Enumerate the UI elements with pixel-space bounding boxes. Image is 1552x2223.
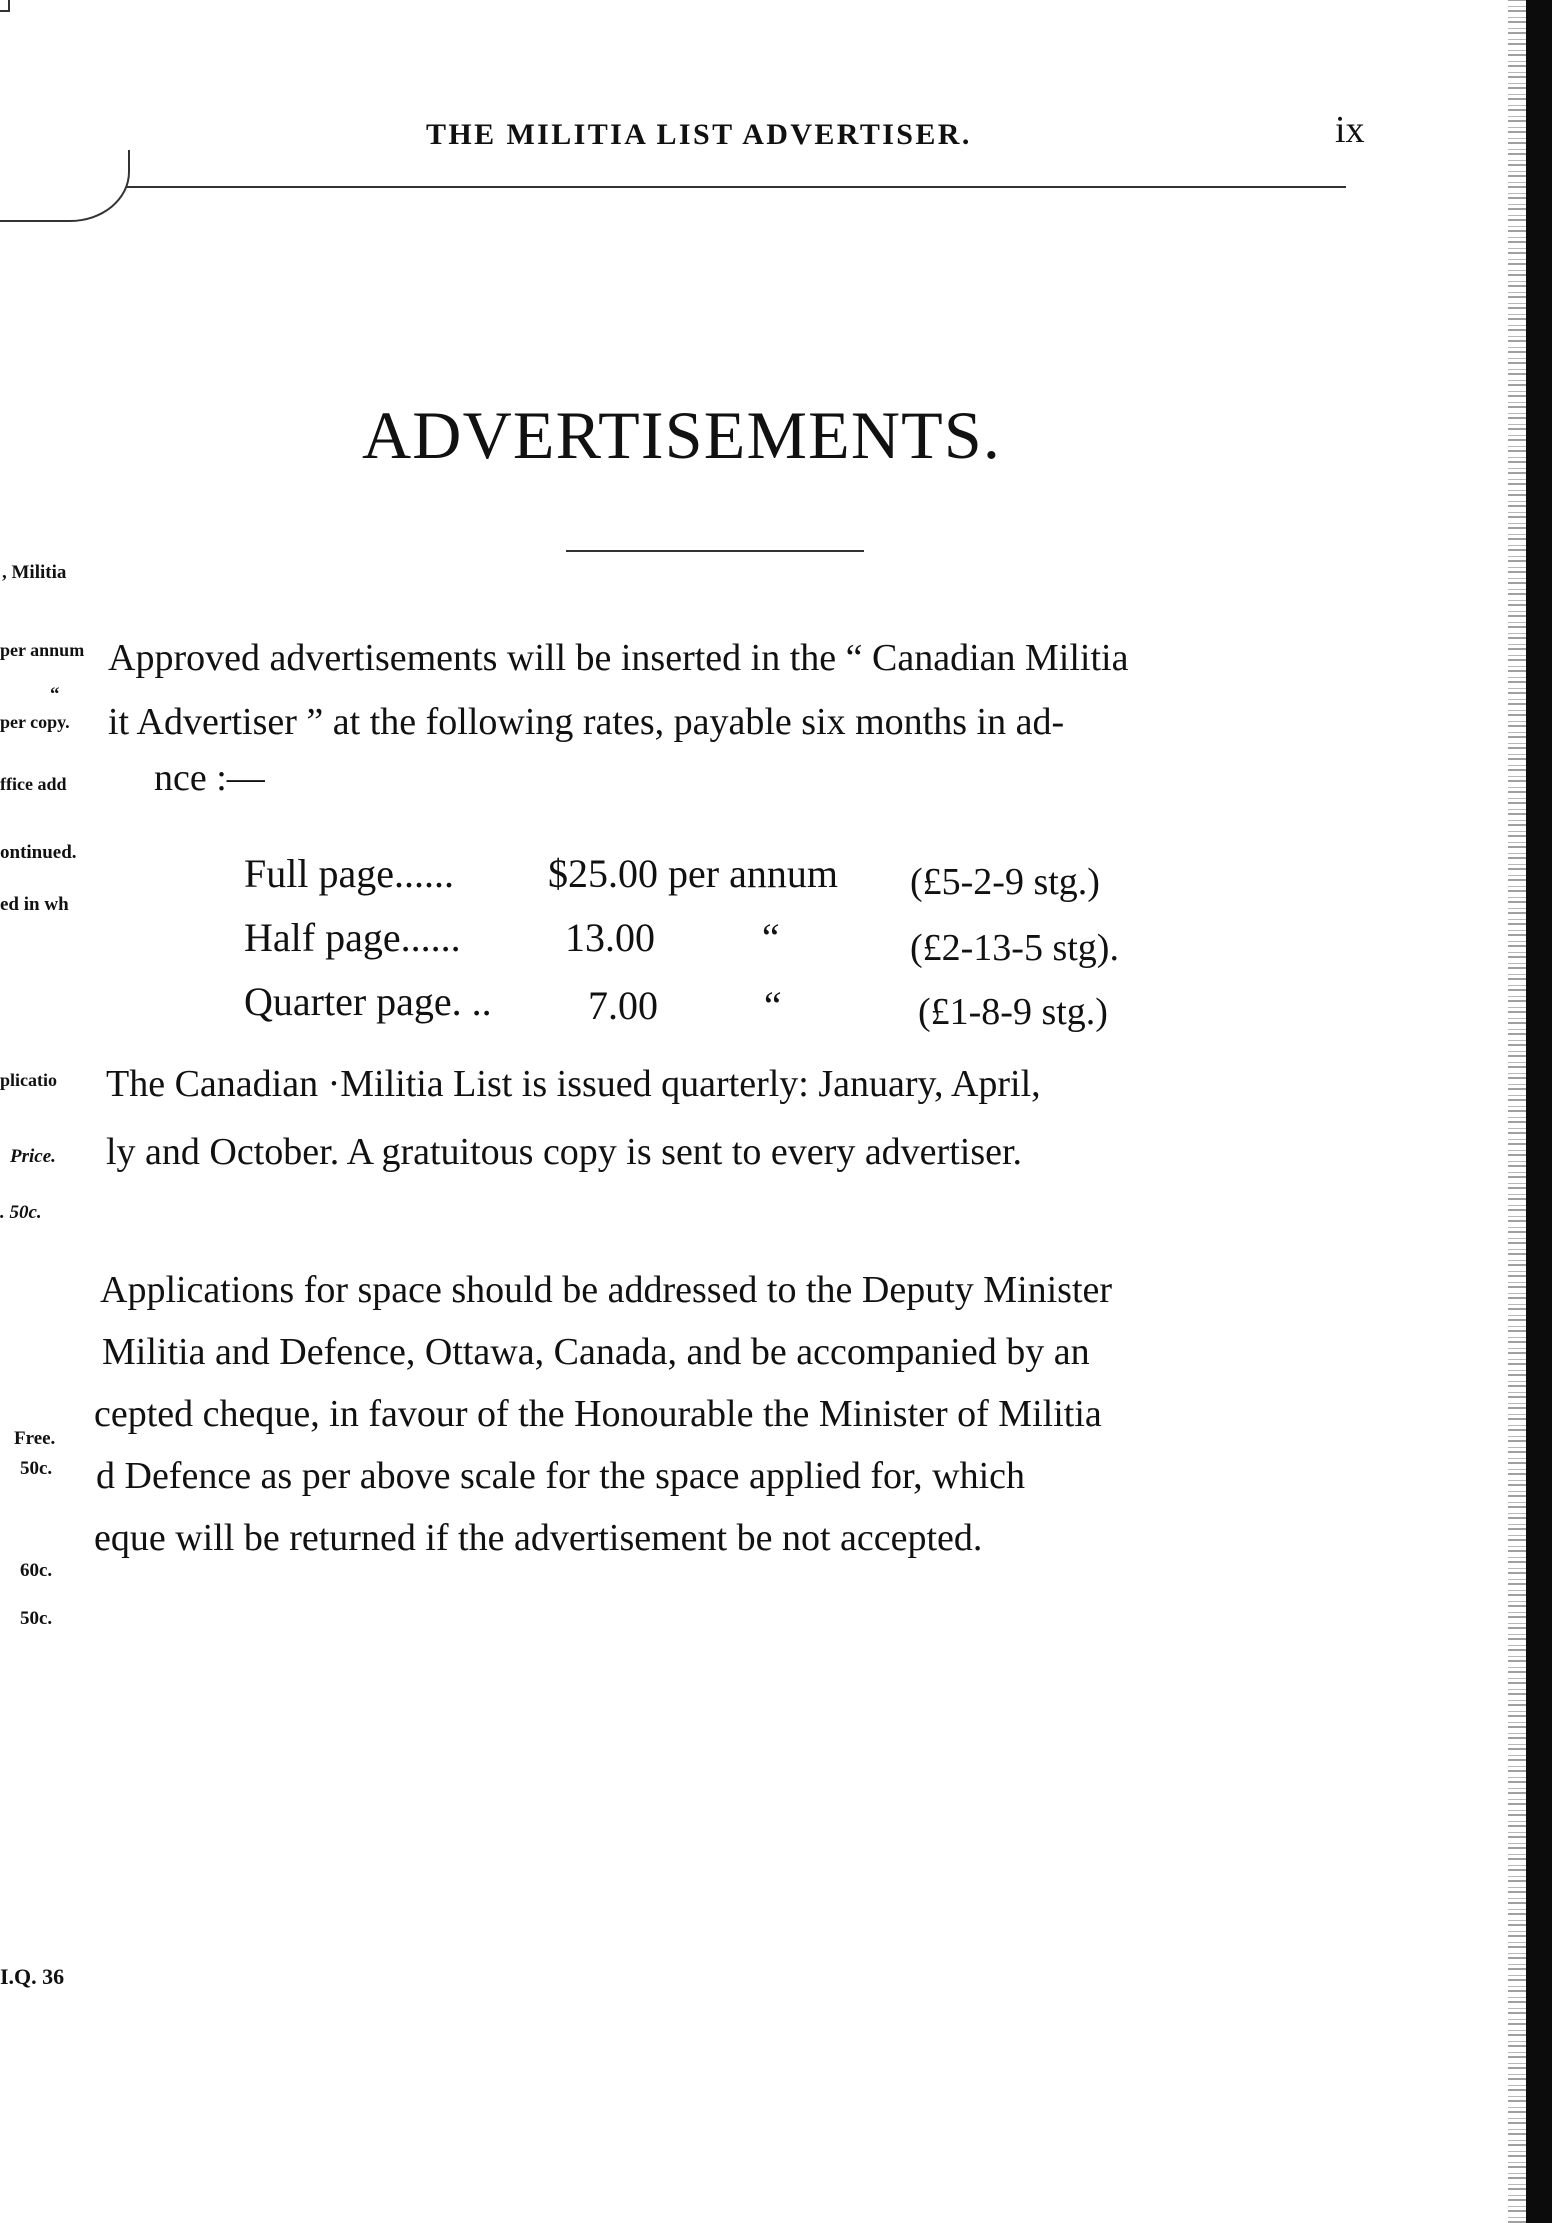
page-edge-curve (0, 150, 130, 222)
issue-line: ly and October. A gratuitous copy is sent to every advertiser. (106, 1131, 1023, 1173)
rate-ditto: “ (758, 915, 781, 960)
rate-ditto: “ (760, 983, 783, 1028)
margin-ditto: “ (50, 684, 60, 705)
apply-line: eque will be returned if the advertisement be not accepted. (94, 1517, 983, 1559)
margin-fragment: per annum (0, 640, 85, 660)
intro-line: nce :— (154, 757, 265, 799)
margin-fragment: ffice add (0, 774, 67, 794)
apply-line: Militia and Defence, Ottawa, Canada, and be accompanied by an (102, 1331, 1090, 1373)
rate-price: $25.00 per annum (548, 851, 838, 896)
margin-fragment: 50c. (20, 1608, 53, 1629)
apply-line: cepted cheque, in favour of the Honourable the Minister of Militia (94, 1393, 1102, 1435)
margin-fragment: Free. (14, 1428, 56, 1449)
rate-label: Quarter page. .. (244, 979, 492, 1024)
issue-line: The Canadian ·Militia List is issued quarterly: January, April, (106, 1063, 1041, 1105)
intro-line: it Advertiser ” at the following rates, payable six months in ad- (108, 701, 1065, 743)
rate-label: Half page...... (244, 915, 461, 960)
rate-price: 13.00 (565, 915, 655, 960)
apply-line: Applications for space should be addressed to the Deputy Minister (100, 1269, 1113, 1311)
running-head: THE MILITIA LIST ADVERTISER. (426, 118, 972, 151)
margin-fragment: Price. (10, 1146, 56, 1167)
apply-line: d Defence as per above scale for the space applied for, which (96, 1455, 1026, 1497)
rate-label: Full page...... (244, 851, 454, 896)
margin-fragment: 50c. (20, 1458, 53, 1479)
margin-fragment: per copy. (0, 712, 70, 732)
rate-sterling: (£1-8-9 stg.) (918, 991, 1108, 1033)
corner-mark (0, 0, 10, 12)
intro-line: Approved advertisements will be inserted in the “ Canadian Militia (108, 637, 1129, 679)
header-rule (126, 186, 1346, 188)
rate-price: 7.00 (588, 983, 658, 1028)
margin-fragment: . 50c. (0, 1202, 42, 1223)
margin-fragment: 60c. (20, 1560, 53, 1581)
margin-fragment: plicatio (0, 1070, 57, 1090)
margin-fragment: ontinued. (0, 842, 77, 863)
page-title: ADVERTISEMENTS. (362, 397, 1002, 473)
binding-edge (1526, 0, 1552, 2223)
margin-fragment: , Militia (2, 562, 67, 583)
binding-edge-texture (1508, 0, 1526, 2223)
rate-sterling: (£5-2-9 stg.) (910, 861, 1100, 903)
page-number: ix (1335, 109, 1365, 151)
rate-sterling: (£2-13-5 stg). (910, 927, 1119, 969)
title-rule (566, 550, 864, 552)
margin-fragment: I.Q. 36 (0, 1964, 65, 1989)
margin-fragment: ed in wh (0, 894, 69, 915)
